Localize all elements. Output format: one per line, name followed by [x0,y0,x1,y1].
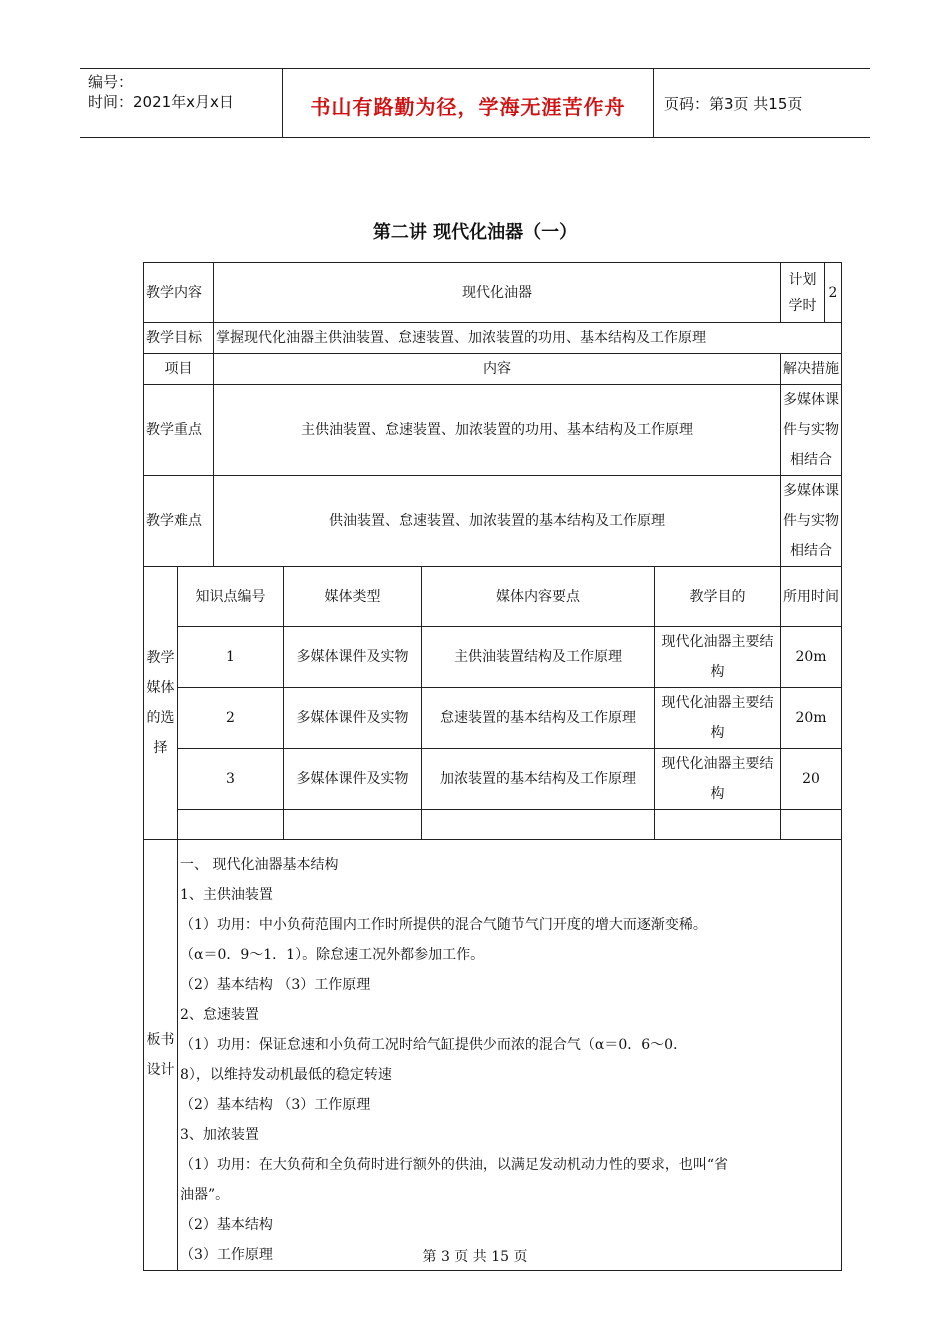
board-line: 1、主供油装置 [180,887,273,903]
media-points: 怠速装置的基本结构及工作原理 [422,688,655,749]
page-header [80,68,870,138]
media-id: 2 [178,688,284,749]
goal-row [144,323,842,354]
board-content [178,840,842,1271]
header-motto-cell [283,69,654,137]
media-time: 20 [781,749,842,810]
media-empty-cell [781,810,842,840]
plan-hours-value: 2 [825,263,842,323]
media-type: 多媒体课件及实物 [284,688,422,749]
key-row [144,385,842,476]
media-row [144,627,842,688]
difficulty-measure: 多媒体课件与实物相结合 [781,476,842,567]
media-col-points: 媒体内容要点 [422,567,655,627]
board-line: 8），以维持发动机最低的稳定转速 [180,1067,392,1083]
media-empty-cell [284,810,422,840]
media-id: 3 [178,749,284,810]
col-project: 项目 [144,354,214,385]
content-value: 现代化油器 [214,263,781,323]
media-label: 教学媒体的选择 [144,567,178,840]
media-id: 1 [178,627,284,688]
media-row [144,688,842,749]
board-row [144,840,842,1271]
col-measure: 解决措施 [781,354,842,385]
media-type: 多媒体课件及实物 [284,627,422,688]
media-col-purpose: 教学目的 [655,567,781,627]
board-line: 一、 现代化油器基本结构 [180,857,339,873]
key-measure: 多媒体课件与实物相结合 [781,385,842,476]
board-label: 板书设计 [144,840,178,1271]
page-footer: 第 3 页 共 15 页 [422,1249,528,1265]
difficulty-content: 供油装置、怠速装置、加浓装置的基本结构及工作原理 [214,476,781,567]
board-line: （2）基本结构 [180,1217,273,1233]
media-col-time: 所用时间 [781,567,842,627]
media-type: 多媒体课件及实物 [284,749,422,810]
time-label: 时间：2021年x月x日 [88,93,234,111]
board-line: （2）基本结构 （3）工作原理 [180,1097,371,1113]
media-time: 20m [781,627,842,688]
media-row-empty [144,810,842,840]
page-title: 第二讲 现代化油器（一） [372,222,578,243]
content-row [144,263,842,323]
header-info-cell [80,69,283,137]
board-line: （1）功用：保证怠速和小负荷工况时给气缸提供少而浓的混合气（α＝0．6～0． [180,1037,688,1053]
media-points: 加浓装置的基本结构及工作原理 [422,749,655,810]
difficulty-label: 教学难点 [144,476,214,567]
board-line: 油器”。 [180,1187,230,1203]
key-content: 主供油装置、怠速装置、加浓装置的功用、基本结构及工作原理 [214,385,781,476]
number-label: 编号： [88,73,134,91]
header-motto: 书山有路勤为径，学海无涯苦作舟 [310,95,626,119]
media-time: 20m [781,688,842,749]
board-line: （1）功用：中小负荷范围内工作时所提供的混合气随节气门开度的增大而逐渐变稀。 [180,917,707,933]
board-line: （2）基本结构 （3）工作原理 [180,977,371,993]
media-purpose: 现代化油器主要结构 [655,627,781,688]
media-empty-cell [178,810,284,840]
header-page-cell [654,69,870,137]
header-page-info: 页码：第3页 共15页 [664,95,803,113]
plan-hours-label: 计划学时 [781,263,825,323]
difficulty-row [144,476,842,567]
board-line: （α＝0．9～1．1）。除怠速工况外都参加工作。 [180,947,485,963]
board-line: 3、加浓装置 [180,1127,259,1143]
content-label: 教学内容 [144,263,214,323]
media-purpose: 现代化油器主要结构 [655,688,781,749]
plan-header-row [144,354,842,385]
board-line: 2、怠速装置 [180,1007,259,1023]
media-row [144,749,842,810]
media-col-type: 媒体类型 [284,567,422,627]
media-purpose: 现代化油器主要结构 [655,749,781,810]
media-empty-cell [422,810,655,840]
lesson-plan-table [143,262,842,1271]
key-label: 教学重点 [144,385,214,476]
media-empty-cell [655,810,781,840]
media-points: 主供油装置结构及工作原理 [422,627,655,688]
board-line: （1）功用：在大负荷和全负荷时进行额外的供油，以满足发动机动力性的要求，也叫“省 [180,1157,729,1173]
goal-label: 教学目标 [144,323,214,354]
media-col-id: 知识点编号 [178,567,284,627]
col-content: 内容 [214,354,781,385]
goal-value: 掌握现代化油器主供油装置、怠速装置、加浓装置的功用、基本结构及工作原理 [214,323,842,354]
media-header-row [144,567,842,627]
board-line: （3）工作原理 [180,1247,273,1263]
